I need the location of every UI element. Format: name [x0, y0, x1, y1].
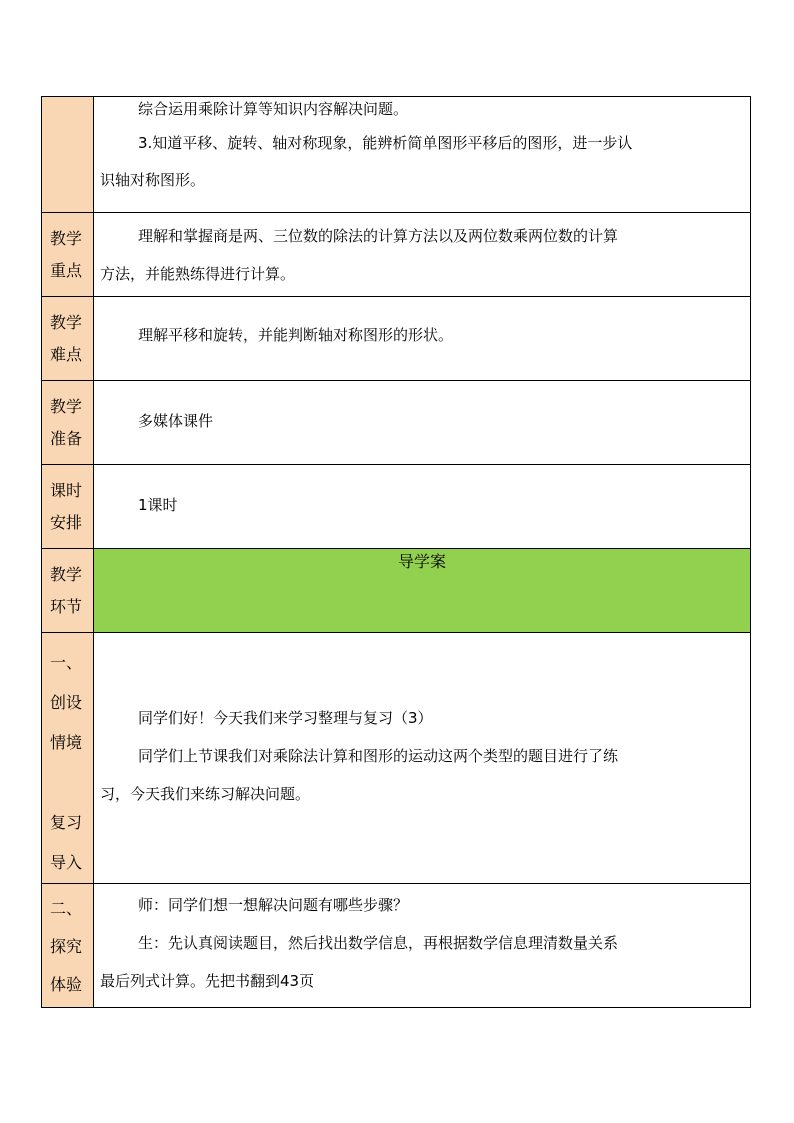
row-lesson-schedule	[42, 465, 751, 549]
row-teaching-stages	[42, 549, 751, 633]
row-content	[94, 97, 751, 213]
text-line: 理解平移和旋转，并能判断轴对称图形的形状。	[138, 325, 454, 344]
lesson-plan-table	[41, 96, 751, 1008]
row-content	[94, 381, 751, 465]
label-line: 教学	[50, 565, 83, 584]
text-line: 理解和掌握商是两、三位数的除法的计算方法以及两位数乘两位数的计算	[138, 227, 619, 245]
label-line: 重点	[50, 261, 83, 280]
row-label	[42, 97, 94, 213]
label-line: 探究	[50, 937, 83, 956]
row-label-teaching-stages	[42, 549, 94, 633]
row-content	[94, 633, 751, 884]
text-line: 最后列式计算。先把书翻到43页	[100, 972, 315, 990]
row-content	[94, 465, 751, 549]
label-line: 教学	[50, 397, 83, 416]
row-label-section-two	[42, 884, 94, 1008]
label-line: 难点	[50, 345, 83, 364]
text-line: 同学们好！今天我们来学习整理与复习（3）	[138, 709, 433, 727]
label-line: 教学	[50, 313, 83, 332]
row-content	[94, 884, 751, 1008]
text-line: 3.知道平移、旋转、轴对称现象，能辨析简单图形平移后的图形，进一步认	[138, 134, 633, 152]
text-line: 综合运用乘除计算等知识内容解决问题。	[138, 100, 409, 118]
row-section-two	[42, 884, 751, 1008]
text-line: 师：同学们想一想解决问题有哪些步骤？	[138, 896, 409, 914]
text-line: 习，今天我们来练习解决问题。	[100, 785, 311, 803]
label-line: 教学	[50, 229, 83, 248]
row-label-lesson-schedule	[42, 465, 94, 549]
guided-study-header: 导学案	[94, 549, 751, 633]
label-line: 创设	[50, 693, 83, 712]
label-line: 环节	[50, 597, 83, 616]
row-label-section-one	[42, 633, 94, 884]
text-line: 识轴对称图形。	[100, 171, 206, 189]
text-line: 生：先认真阅读题目，然后找出数学信息，再根据数学信息理清数量关系	[138, 934, 619, 952]
row-label-teaching-preparation	[42, 381, 94, 465]
row-teaching-difficulty	[42, 297, 751, 381]
label-line: 复习	[50, 813, 83, 832]
row-content	[94, 297, 751, 381]
label-line: 安排	[50, 513, 83, 532]
row-label-teaching-focus	[42, 213, 94, 297]
row-content	[94, 213, 751, 297]
label-line: 准备	[50, 429, 83, 448]
row-teaching-preparation	[42, 381, 751, 465]
label-line: 二、	[50, 899, 83, 918]
label-line: 课时	[50, 481, 83, 500]
row-objectives-cont	[42, 97, 751, 213]
label-line: 导入	[50, 853, 83, 872]
text-line: 同学们上节课我们对乘除法计算和图形的运动这两个类型的题目进行了练	[138, 747, 619, 765]
text-line: 1课时	[138, 495, 178, 514]
row-section-one	[42, 633, 751, 884]
row-teaching-focus	[42, 213, 751, 297]
text-line: 方法，并能熟练得进行计算。	[100, 265, 296, 283]
text-line: 多媒体课件	[138, 411, 214, 430]
row-label-teaching-difficulty	[42, 297, 94, 381]
label-line	[42, 763, 93, 803]
label-line: 一、	[50, 653, 83, 672]
label-line: 情境	[50, 733, 83, 752]
label-line: 体验	[50, 975, 83, 994]
